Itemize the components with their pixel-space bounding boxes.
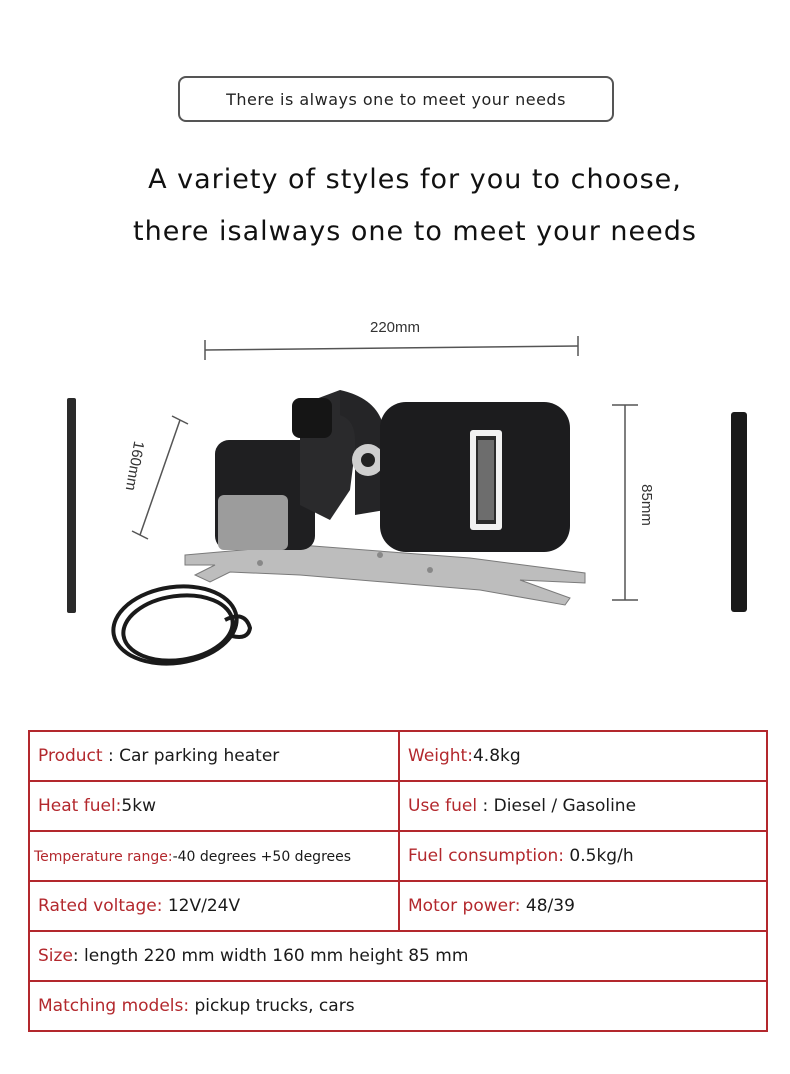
dim-depth-label: 160mm <box>121 439 148 492</box>
spec-label: Weight: <box>408 746 473 766</box>
table-row <box>29 831 767 881</box>
headline-line-2: there isalways one to meet your needs <box>133 216 697 247</box>
spec-label: Matching models: <box>38 996 190 1016</box>
spec-label: Heat fuel: <box>38 796 122 816</box>
spec-cell-size <box>29 931 767 981</box>
spec-cell-consumption <box>399 831 767 881</box>
spec-cell-heat-fuel <box>29 781 399 831</box>
spec-cell-product <box>29 731 399 781</box>
spec-value: 5kw <box>121 796 156 816</box>
headline-line-1: A variety of styles for you to choose, <box>148 164 682 195</box>
spec-label: Temperature range: <box>34 849 173 865</box>
spec-label: Product <box>38 746 103 766</box>
tagline-pill <box>178 76 614 122</box>
spec-value: 48/39 <box>525 896 575 916</box>
spec-cell-motor <box>399 881 767 931</box>
left-pipe <box>67 398 76 613</box>
spec-value: -40 degrees +50 degrees <box>172 849 352 865</box>
spec-value: 0.5kg/h <box>569 846 634 866</box>
spec-label: Motor power: <box>408 896 521 916</box>
heater-body <box>380 402 570 552</box>
dimension-height <box>612 405 655 600</box>
spec-label: Fuel consumption: <box>408 846 565 866</box>
dimension-width <box>205 319 578 360</box>
intake-elbow <box>292 390 385 520</box>
spec-label: Use fuel <box>408 796 478 816</box>
spec-label: Size <box>38 946 73 966</box>
spec-value: 12V/24V <box>167 896 241 916</box>
table-row <box>29 881 767 931</box>
table-row <box>29 981 767 1031</box>
mounting-bracket <box>185 545 585 605</box>
spec-value: : length 220 mm width 160 mm height 85 mm <box>72 946 469 966</box>
specs-table <box>28 730 768 1032</box>
spec-value: : Diesel / Gasoline <box>482 796 637 816</box>
spec-value: 4.8kg <box>472 746 521 766</box>
heater-product-image <box>0 290 790 710</box>
dim-width-label: 220mm <box>369 319 421 336</box>
table-row <box>29 781 767 831</box>
dim-height-label: 85mm <box>638 484 655 526</box>
spec-cell-temperature <box>29 831 399 881</box>
dimension-depth <box>122 416 188 539</box>
spec-label: Rated voltage: <box>38 896 163 916</box>
spec-cell-weight <box>399 731 767 781</box>
spec-cell-models <box>29 981 767 1031</box>
table-row <box>29 931 767 981</box>
tagline-text: There is always one to meet your needs <box>226 89 566 109</box>
spec-cell-use-fuel <box>399 781 767 831</box>
right-pipe <box>731 412 747 612</box>
spec-value: pickup trucks, cars <box>194 996 355 1016</box>
coiled-cable <box>108 579 250 672</box>
spec-value: : Car parking heater <box>107 746 280 766</box>
spec-cell-voltage <box>29 881 399 931</box>
table-row <box>29 731 767 781</box>
